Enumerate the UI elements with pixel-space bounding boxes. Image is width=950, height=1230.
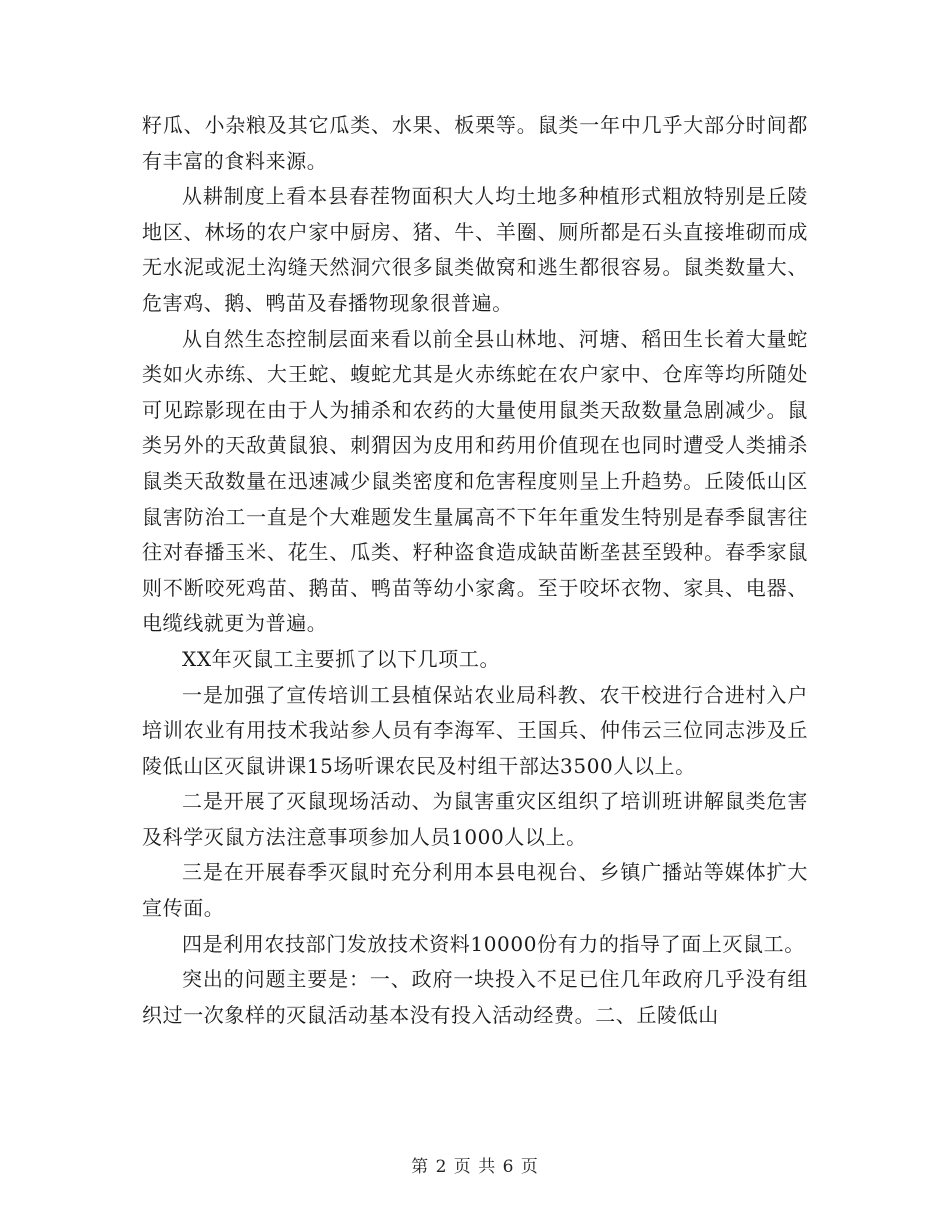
paragraph-7: 三是在开展春季灭鼠时充分利用本县电视台、乡镇广播站等媒体扩大宣传面。 xyxy=(142,860,808,921)
paragraph-6: 二是开展了灭鼠现场活动、为鼠害重灾区组织了培训班讲解鼠类危害及科学灭鼠方法注意事项参加人员1000人以上。 xyxy=(142,789,808,849)
paragraph-4: XX年灭鼠工主要抓了以下几项工。 xyxy=(182,646,501,671)
paragraph-1: 籽瓜、小杂粮及其它瓜类、水果、板栗等。鼠类一年中几乎大部分时间都有丰富的食料来源。 xyxy=(142,113,808,173)
paragraph-3: 从自然生态控制层面来看以前全县山林地、河塘、稻田生长着大量蛇类如火赤练、大王蛇、蝮蛇尤其是火赤练蛇在农户家中、仓库等均所随处可见踪影现在由于人为捕杀和农药的大量使用鼠类天敌数量急剧减少。鼠类另外的天敌黄鼠狼、刺猬因为皮用和药用价值现在也同时遭受人类捕杀鼠类天敌数量在迅速减少鼠类密度和危害程度则呈上升趋势。丘陵低山区鼠害防治工一直是个大难题发生量属高不下年年重发生特别是春季鼠害往往对春播玉米、花生、瓜类、籽种盗食造成缺苗断垄甚至毁种。春季家鼠则不断咬死鸡苗、鹅苗、鸭苗等幼小家禽。至于咬坏衣物、家具、电器、电缆线就更为普遍。 xyxy=(142,326,808,636)
document-body xyxy=(142,108,808,1033)
paragraph-5: 一是加强了宣传培训工县植保站农业局科教、农干校进行合进村入户培训农业有用技术我站参人员有李海军、王国兵、仲伟云三位同志涉及丘陵低山区灭鼠讲课15场听课农民及村组干部达3500人以上。 xyxy=(142,682,808,778)
paragraph-8: 四是利用农技部门发放技术资料10000份有力的指导了面上灭鼠工。 xyxy=(182,931,805,956)
page-number-footer: 第 2 页 共 6 页 xyxy=(411,1157,539,1177)
paragraph-9: 突出的问题主要是：一、政府一块投入不足已住几年政府几乎没有组织过一次象样的灭鼠活动基本没有投入活动经费。二、丘陵低山 xyxy=(142,967,808,1027)
paragraph-2: 从耕制度上看本县春茬物面积大人均土地多种植形式粗放特别是丘陵地区、林场的农户家中厨房、猪、牛、羊圈、厕所都是石头直接堆砌而成无水泥或泥土沟缝天然洞穴很多鼠类做窝和逃生都很容易。鼠类数量大、危害鸡、鹅、鸭苗及春播物现象很普遍。 xyxy=(142,184,808,315)
